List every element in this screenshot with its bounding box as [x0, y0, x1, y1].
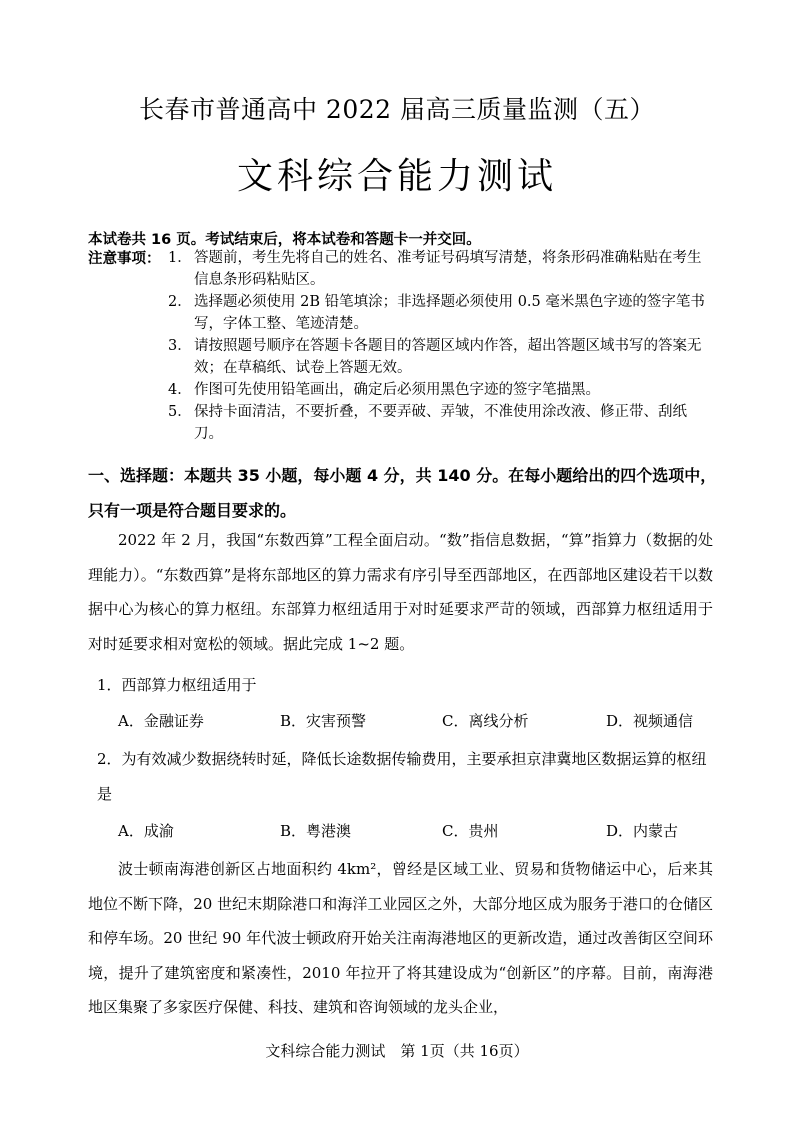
question-2-options: [118, 820, 718, 850]
option-c: C．贵州: [442, 822, 499, 840]
note-text: 答题前，考生先将自己的姓名、准考证号码填写清楚，将条形码准确粘贴在考生信息条形码粘贴区。: [194, 250, 702, 288]
exam-title: 长春市普通高中 2022 届高三质量监测（五）: [138, 95, 656, 124]
note-number: 5．: [168, 404, 192, 420]
option-c: C．离线分析: [442, 712, 529, 730]
passage-1: 2022 年 2 月，我国“东数西算”工程全面启动。“数”指信息数据，“算”指算力（数据的处理能力）。“东数西算”是将东部地区的算力需求有序引导至西部地区，在西部地区建设若干以数据中心为核心的算力枢纽。东部算力枢纽适用于对时延要求严苛的领域，西部算力枢纽适用于对时延要求相对宽松的领域。据此完成 1~2 题。: [88, 531, 713, 653]
note-text: 作图可先使用铅笔画出，确定后必须用黑色字迹的签字笔描黑。: [194, 382, 600, 398]
page-footer: 文科综合能力测试 第 1页（共 16页）: [265, 1042, 529, 1060]
option-d: D．视频通信: [606, 712, 694, 730]
note-number: 2．: [168, 294, 192, 310]
option-b: B．灾害预警: [280, 712, 367, 730]
note-text: 选择题必须使用 2B 铅笔填涂；非选择题必须使用 0.5 毫米黑色字迹的签字笔书写，字体工整、笔迹清楚。: [194, 294, 705, 332]
exam-subtitle: 文科综合能力测试: [236, 156, 557, 197]
option-d: D．内蒙古: [606, 822, 679, 840]
section-heading: 一、选择题：本题共 35 小题，每小题 4 分，共 140 分。在每小题给出的四个选项中，只有一项是符合题目要求的。: [88, 466, 717, 520]
question-2-text: 2．为有效减少数据绕转时延，降低长途数据传输费用，主要承担京津冀地区数据运算的枢纽是: [97, 750, 707, 803]
option-a: A．成渝: [118, 822, 174, 840]
question-1-stem: 1．西部算力枢纽适用于: [97, 676, 257, 694]
note-number: 3．: [168, 338, 192, 354]
passage-2: 波士顿南海港创新区占地面积约 4km²，曾经是区域工业、贸易和货物储运中心，后来其地位不断下降，20 世纪末期除港口和海洋工业园区之外，大部分地区成为服务于港口的仓储区和停车场。20 世纪 90 年代波士顿政府开始关注南海港地区的更新改造，通过改善街区空间环境，提升了建筑密度和紧凑性，2010 年拉开了将其建设成为“创新区”的序幕。目前，南海港地区集聚了多家医疗保健、科技、建筑和咨询领域的龙头企业，: [88, 860, 713, 1016]
question-2-stem: [97, 742, 717, 811]
option-a: A．金融证券: [118, 712, 204, 730]
note-number: 1．: [168, 250, 192, 266]
note-text: 请按照题号顺序在答题卡各题目的答题区域内作答，超出答题区域书写的答案无效；在草稿纸、试卷上答题无效。: [194, 338, 702, 376]
option-b: B．粤港澳: [280, 822, 352, 840]
intro-line: 本试卷共 16 页。考试结束后，将本试卷和答题卡一并交回。: [88, 232, 481, 248]
note-number: 4．: [168, 382, 192, 398]
question-1-options: [118, 710, 718, 740]
notes-label: 注意事项：: [88, 251, 161, 267]
note-text: 保持卡面清洁，不要折叠，不要弄破、弄皱，不准使用涂改液、修正带、刮纸刀。: [194, 404, 687, 442]
